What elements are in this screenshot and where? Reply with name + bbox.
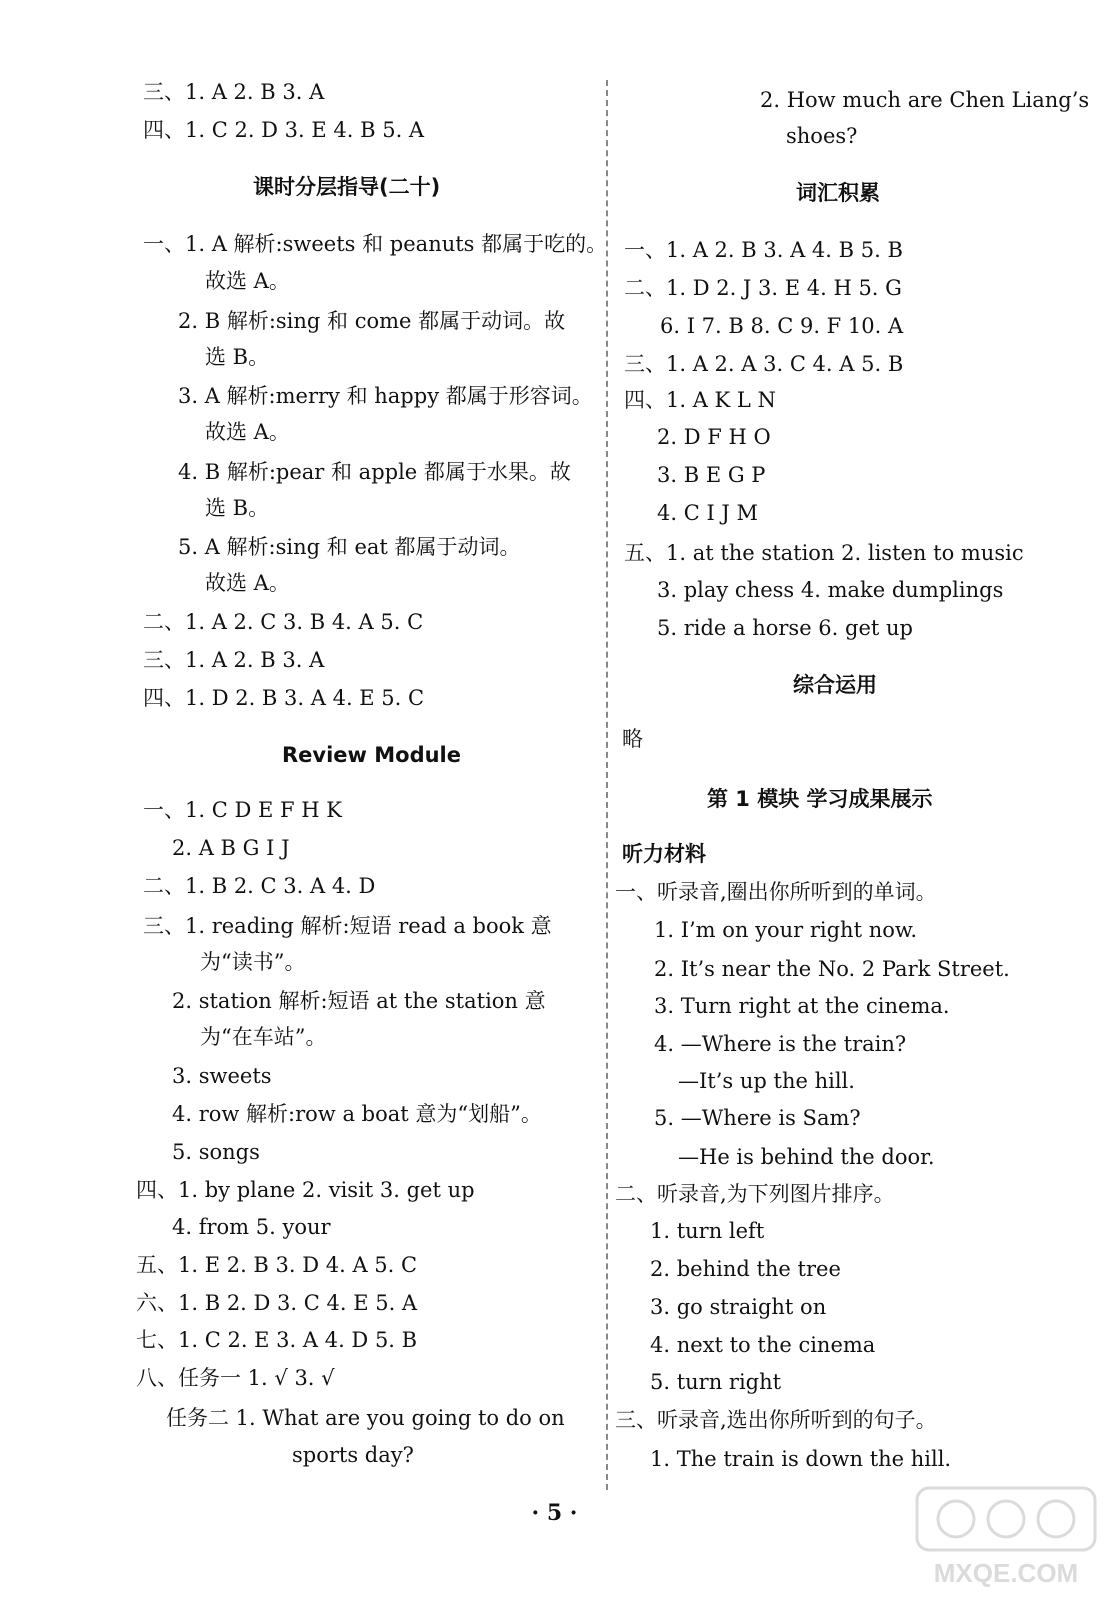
subsection-title: 听力材料 bbox=[622, 842, 706, 866]
answer-line: 3. Turn right at the cinema. bbox=[654, 994, 950, 1018]
section-title: 综合运用 bbox=[793, 673, 877, 697]
answer-line: 3. A 解析:merry 和 happy 都属于形容词。 bbox=[178, 384, 593, 408]
answer-line: 六、1. B 2. D 3. C 4. E 5. A bbox=[136, 1291, 418, 1315]
answer-line: 为“读书”。 bbox=[200, 950, 306, 974]
answer-line: —It’s up the hill. bbox=[678, 1069, 855, 1093]
answer-line: 3. play chess 4. make dumplings bbox=[657, 578, 1004, 602]
answer-line: 5. A 解析:sing 和 eat 都属于动词。 bbox=[178, 535, 521, 559]
answer-line: 1. I’m on your right now. bbox=[654, 918, 918, 942]
answer-line: 5. ride a horse 6. get up bbox=[657, 616, 913, 640]
answer-line: 3. B E G P bbox=[657, 463, 766, 487]
answer-line: 三、1. A 2. B 3. A bbox=[143, 648, 325, 672]
answer-line: 二、1. B 2. C 3. A 4. D bbox=[143, 874, 376, 898]
answer-line: 6. I 7. B 8. C 9. F 10. A bbox=[660, 314, 904, 338]
section-title: Review Module bbox=[282, 743, 462, 767]
answer-line: 为“在车站”。 bbox=[200, 1025, 327, 1049]
answer-line: 4. —Where is the train? bbox=[654, 1032, 907, 1056]
answer-line: shoes? bbox=[786, 124, 858, 148]
answer-line: 5. —Where is Sam? bbox=[654, 1106, 861, 1130]
answer-line: 五、1. at the station 2. listen to music bbox=[624, 541, 1024, 565]
answer-line: 三、1. reading 解析:短语 read a book 意 bbox=[143, 914, 552, 938]
answer-line: 四、1. A K L N bbox=[624, 388, 776, 412]
answer-line: 4. next to the cinema bbox=[650, 1333, 876, 1357]
answer-line: 八、任务一 1. √ 3. √ bbox=[136, 1366, 335, 1390]
answer-line: 故选 A。 bbox=[205, 269, 290, 293]
answer-line: 5. turn right bbox=[650, 1370, 782, 1394]
answer-line: 2. How much are Chen Liang’s bbox=[760, 88, 1090, 112]
answer-line: 任务二 1. What are you going to do on bbox=[166, 1406, 565, 1430]
answer-line: 1. The train is down the hill. bbox=[650, 1447, 952, 1471]
answer-line: 二、听录音,为下列图片排序。 bbox=[615, 1182, 895, 1206]
watermark-text: MXQE.COM bbox=[933, 1558, 1079, 1588]
answer-line: 5. songs bbox=[172, 1140, 260, 1164]
answer-line: 一、1. C D E F H K bbox=[143, 798, 342, 822]
section-title: 词汇积累 bbox=[796, 181, 880, 205]
answer-line: 4. row 解析:row a boat 意为“划船”。 bbox=[172, 1102, 542, 1126]
column-divider bbox=[606, 80, 608, 1490]
answer-line: 选 B。 bbox=[205, 345, 270, 369]
answer-line: 三、1. A 2. A 3. C 4. A 5. B bbox=[624, 352, 904, 376]
section-title: 课时分层指导(二十) bbox=[253, 175, 441, 199]
answer-line: 4. from 5. your bbox=[172, 1215, 331, 1239]
answer-line: 二、1. D 2. J 3. E 4. H 5. G bbox=[624, 276, 902, 300]
answer-line: 五、1. E 2. B 3. D 4. A 5. C bbox=[136, 1253, 418, 1277]
answer-line: 2. A B G I J bbox=[172, 836, 290, 860]
answer-line: 4. B 解析:pear 和 apple 都属于水果。故 bbox=[178, 460, 571, 484]
answer-line: 2. It’s near the No. 2 Park Street. bbox=[654, 957, 1010, 981]
answer-line: 一、1. A 解析:sweets 和 peanuts 都属于吃的。 bbox=[143, 232, 608, 256]
answer-line: 四、1. D 2. B 3. A 4. E 5. C bbox=[143, 686, 425, 710]
answer-line: 故选 A。 bbox=[205, 571, 290, 595]
answer-line: 2. D F H O bbox=[657, 425, 771, 449]
answer-line: 1. turn left bbox=[650, 1219, 765, 1243]
answer-line: —He is behind the door. bbox=[678, 1145, 935, 1169]
answer-line: 七、1. C 2. E 3. A 4. D 5. B bbox=[136, 1328, 418, 1352]
answer-line: 一、1. A 2. B 3. A 4. B 5. B bbox=[624, 238, 903, 262]
watermark-logo bbox=[911, 1482, 1101, 1594]
answer-line: 选 B。 bbox=[205, 496, 270, 520]
answer-line: 4. C I J M bbox=[657, 501, 759, 525]
answer-line: 2. B 解析:sing 和 come 都属于动词。故 bbox=[178, 309, 566, 333]
answer-line: 四、1. C 2. D 3. E 4. B 5. A bbox=[143, 118, 425, 142]
answer-line: sports day? bbox=[292, 1443, 414, 1467]
answer-line: 四、1. by plane 2. visit 3. get up bbox=[136, 1178, 475, 1202]
answer-line: 一、听录音,圈出你所听到的单词。 bbox=[615, 880, 937, 904]
answer-line: 三、1. A 2. B 3. A bbox=[143, 80, 325, 104]
answer-line: 2. station 解析:短语 at the station 意 bbox=[172, 989, 546, 1013]
page-number: · 5 · bbox=[531, 1500, 578, 1526]
answer-line: 略 bbox=[622, 727, 643, 751]
answer-line: 3. go straight on bbox=[650, 1295, 827, 1319]
answer-line: 2. behind the tree bbox=[650, 1257, 841, 1281]
answer-line: 故选 A。 bbox=[205, 420, 290, 444]
section-title: 第 1 模块 学习成果展示 bbox=[707, 787, 933, 811]
answer-line: 三、听录音,选出你所听到的句子。 bbox=[615, 1408, 937, 1432]
answer-line: 二、1. A 2. C 3. B 4. A 5. C bbox=[143, 610, 424, 634]
answer-line: 3. sweets bbox=[172, 1064, 272, 1088]
